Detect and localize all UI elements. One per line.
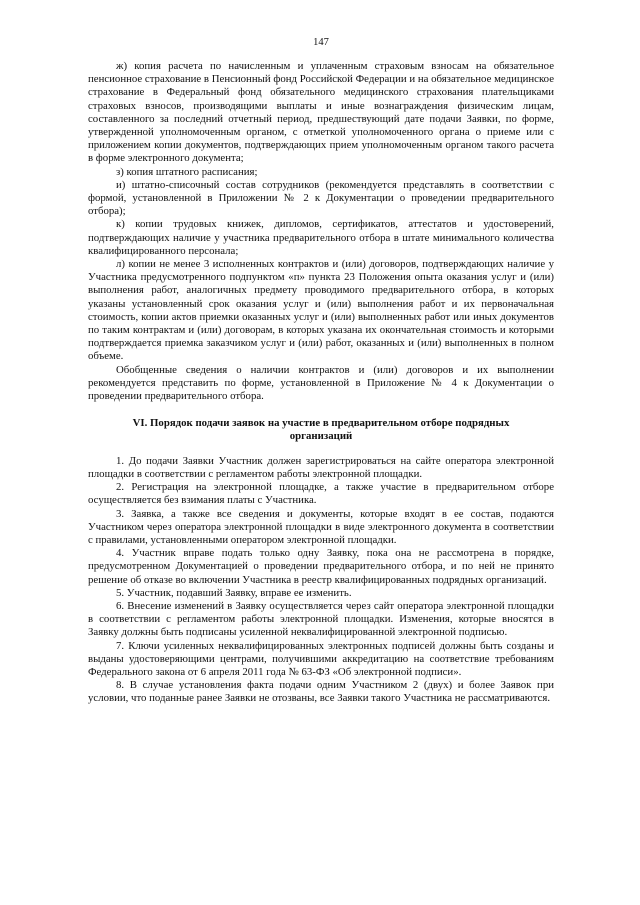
- paragraph-clause-5: 5. Участник, подавший Заявку, вправе ее изменить.: [116, 586, 352, 599]
- paragraph-clause-7: 7. Ключи усиленных неквалифицированных электронных подписей должны быть созданы и выданы удостоверяющими центрами, получившими аккредитацию на соответствие требованиям Федерального закона от 6 апреля 2011 года № 63-ФЗ «Об электронной подписи».: [88, 639, 554, 678]
- section-heading: VI. Порядок подачи заявок на участие в предварительном отборе подрядных организаций: [132, 417, 510, 443]
- page-number: 147: [313, 37, 329, 48]
- paragraph-clause-3: 3. Заявка, а также все сведения и документы, которые входят в ее состав, подаются Участником через оператора электронной площадки в виде электронного документа в соответствии с правилами, установленными оператором электронной площадки.: [88, 507, 554, 546]
- paragraph-clause-8: 8. В случае установления факта подачи одним Участником 2 (двух) и более Заявок при условии, что поданные ранее Заявки не отозваны, все Заявки такого Участника не рассматриваются.: [88, 679, 554, 705]
- paragraph-item-k: к) копии трудовых книжек, дипломов, сертификатов, аттестатов и удостоверений, подтверждающих наличие у участника предварительного отбора в штате минимального количества квалифицированного персонала;: [88, 218, 554, 257]
- paragraph-clause-2: 2. Регистрация на электронной площадке, а также участие в предварительном отборе осуществляется без взимания платы с Участника.: [88, 481, 554, 507]
- paragraph-clause-4: 4. Участник вправе подать только одну Заявку, пока она не рассмотрена в порядке, предусмотренном Документацией о проведении предварительного отбора, и по ней не принято решение об отказе во включении Участника в реестр квалифицированных подрядных организаций.: [88, 547, 554, 586]
- paragraph-summary: Обобщенные сведения о наличии контрактов и (или) договоров и их выполнении рекомендуется представить по форме, установленной в Приложение № 4 к Документации о проведении предварительного отбора.: [88, 363, 554, 403]
- paragraph-clause-6: 6. Внесение изменений в Заявку осуществляется через сайт оператора электронной площадки в соответствии с регламентом работы электронной площадки. Изменения, которые вносятся в Заявку должны быть подписаны усиленной неквалифицированной электронной подписью.: [88, 599, 554, 639]
- section-six-body: [88, 455, 554, 706]
- paragraph-clause-1: 1. До подачи Заявки Участник должен зарегистрироваться на сайте оператора электронной площадки в соответствии с регламентом работы электронной площадки.: [88, 454, 554, 480]
- document-page: [88, 36, 554, 706]
- document-list-continuation: [88, 60, 554, 403]
- paragraph-item-z: з) копия штатного расписания;: [116, 165, 258, 178]
- paragraph-item-zh: ж) копия расчета по начисленным и уплаченным страховым взносам на обязательное пенсионное страхование в Пенсионный фонд Российской Федерации и на обязательное медицинское страхование в Федеральный фонд обязательного медицинского страхования плательщиками страховых взносов, производящими выплаты и иные вознаграждения физическим лицам, составленного за последний отчетный период, предшествующий дате подачи Заявки, по форме, утвержденной уполномоченным органом, с отметкой уполномоченного органа о приеме или с приложением копии документов, подтверждающих прием уполномоченным органом такого расчета в форме электронного документа;: [88, 60, 554, 165]
- paragraph-item-l: л) копии не менее 3 исполненных контрактов и (или) договоров, подтверждающих наличие у Участника предусмотренного подпунктом «п» пункта 23 Положения опыта оказания услуг и (или) выполнения работ, аналогичных предмету проводимого предварительного отбора, в которых указаны установленный срок оказания услуг и (или) выполнения работ и их первоначальная стоимость, копии актов приемки оказанных услуг и (или) выполненных работ или иных документов по таким контрактам и (или) договорам, в которых указана их окончательная стоимость и которыми подтверждается приемка заказчиком услуг и (или) работ, оказанных и (или) выполненных в полном объеме.: [88, 258, 554, 363]
- paragraph-item-i: и) штатно-списочный состав сотрудников (рекомендуется представлять в соответствии с формой, установленной в Приложении № 2 к Документации о проведении предварительного отбора);: [88, 178, 554, 218]
